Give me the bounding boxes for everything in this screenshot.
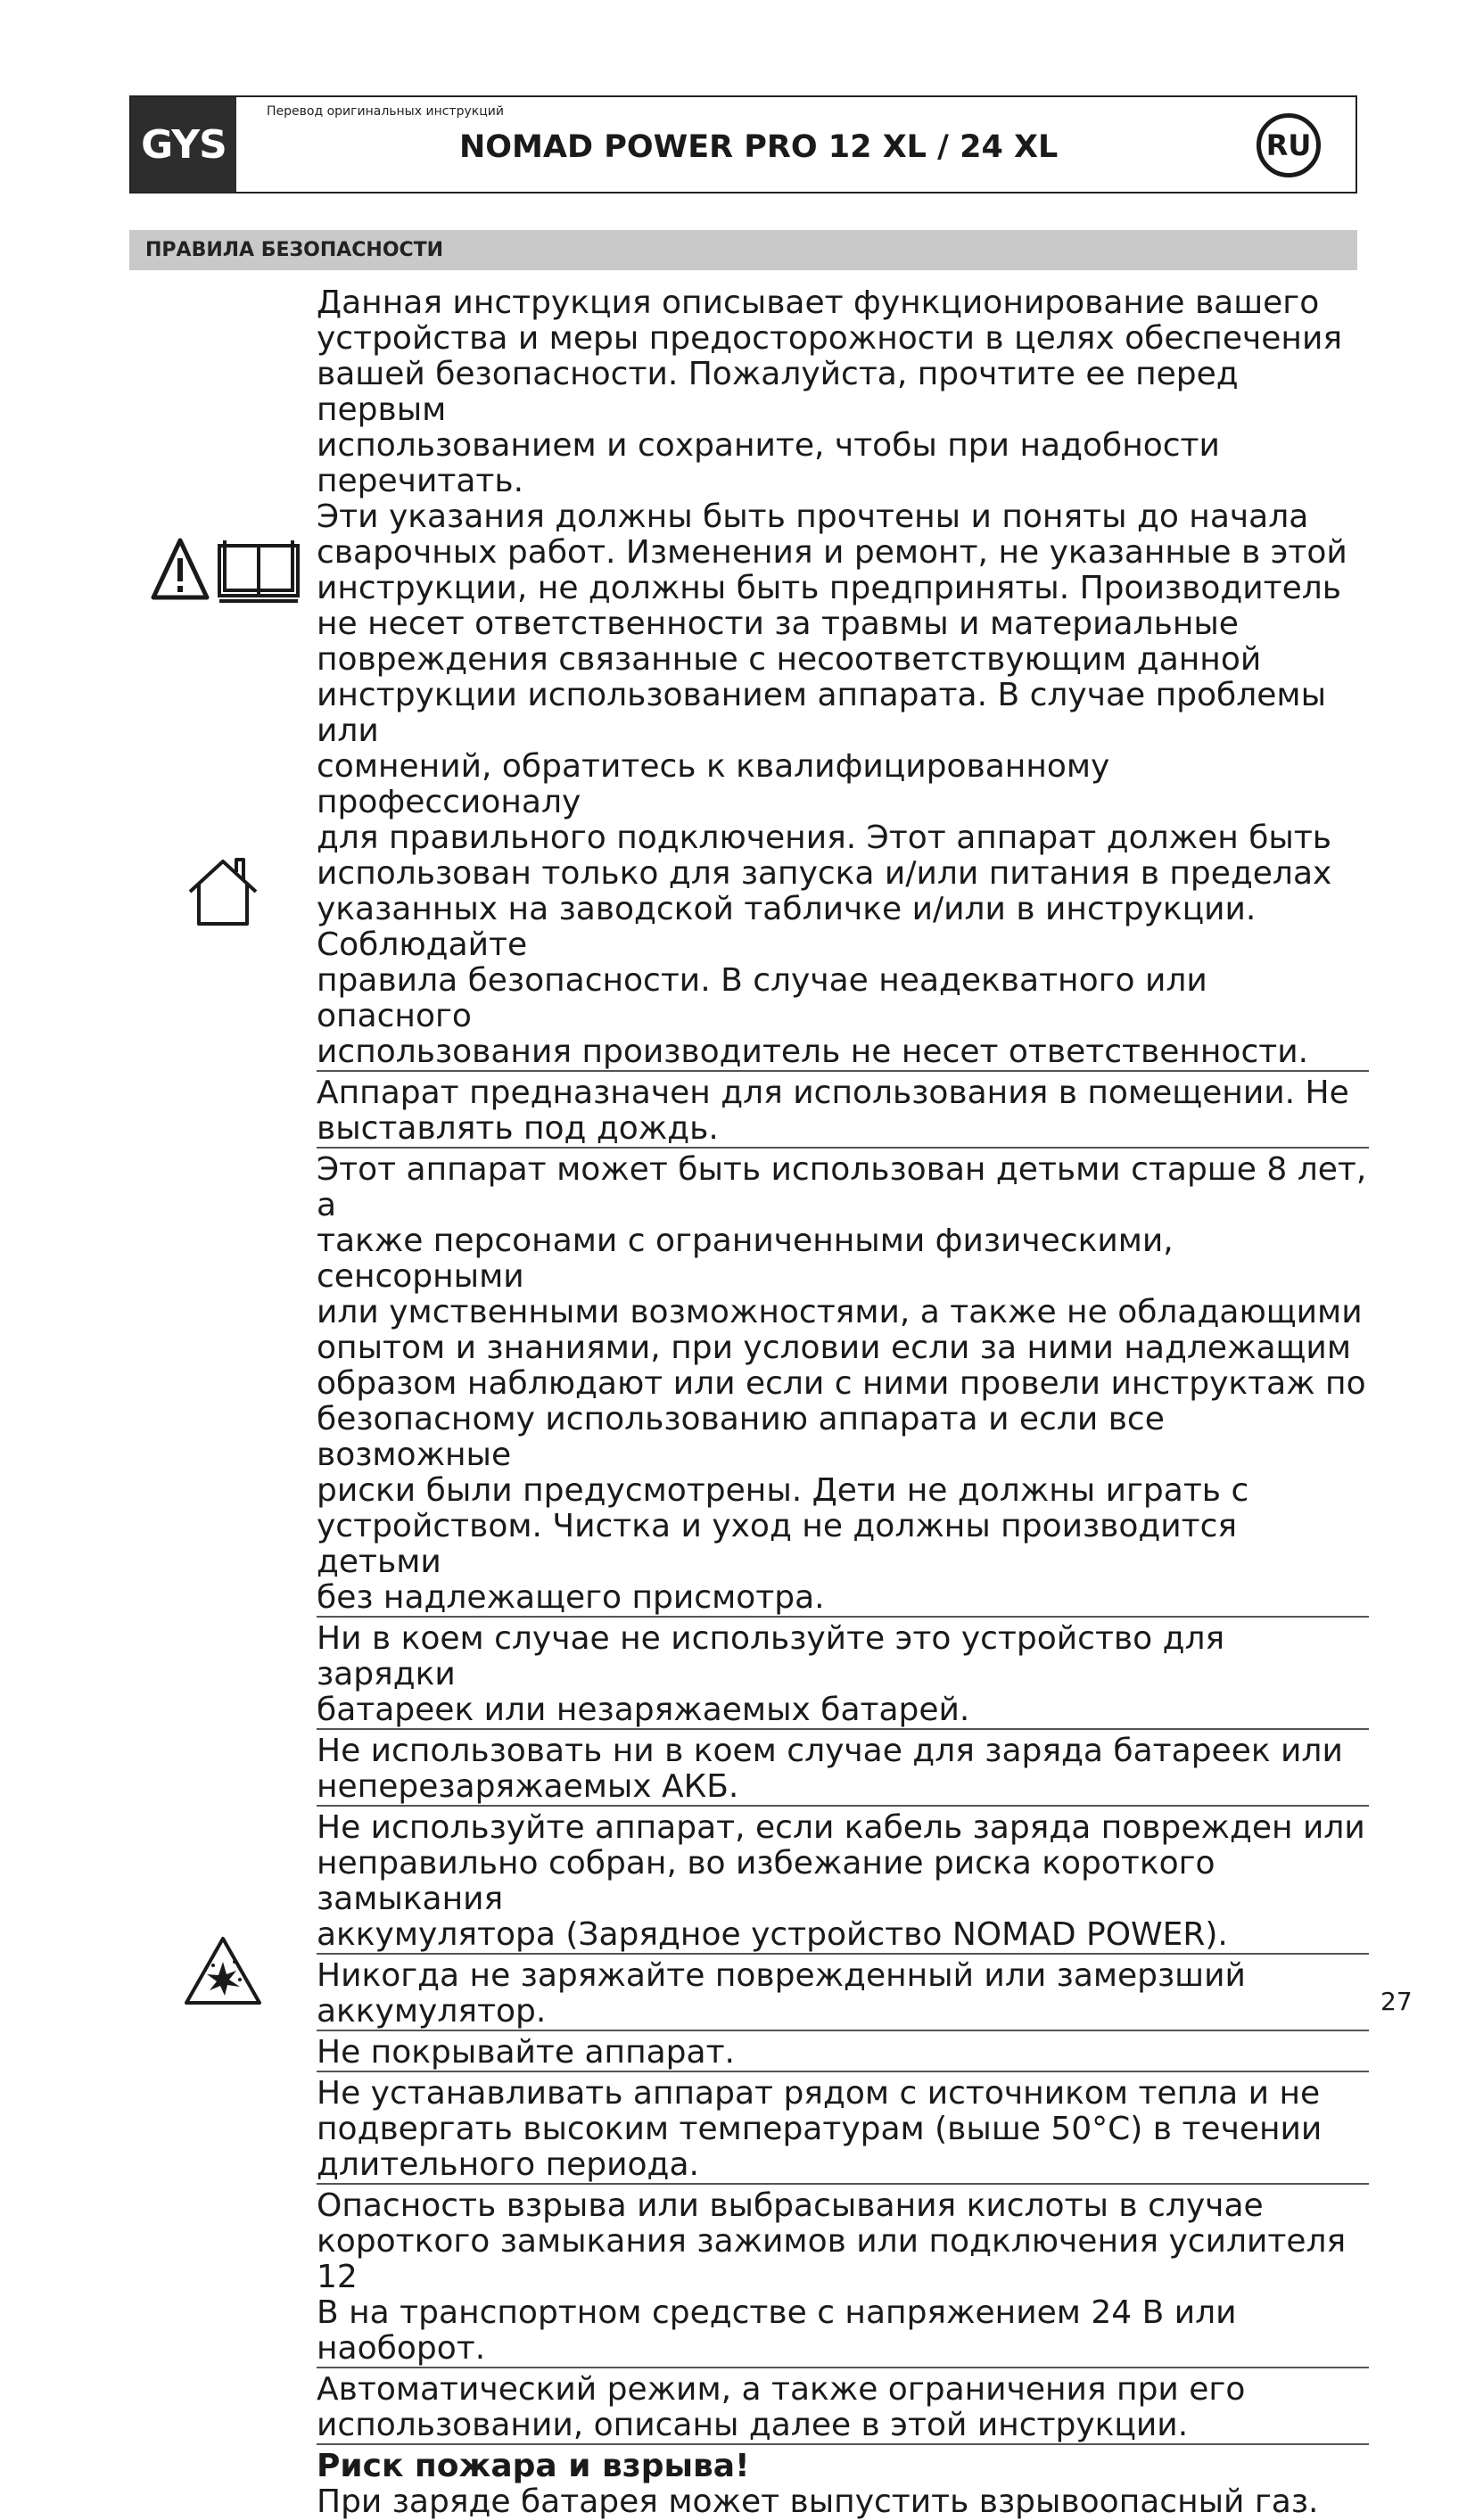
- logo-text: GYS: [141, 121, 227, 168]
- rule-text: Не используйте аппарат, если кабель заряда поврежден или неправильно собран, во избежание риска короткого замыкания аккумулятора (Зарядное устройство NOMAD POWER).: [317, 1809, 1365, 1953]
- rule-text: Ни в коем случае не используйте это устройство для зарядки батареек или незаряжаемых батарей.: [317, 1620, 1225, 1728]
- rule-row-9: [317, 2072, 1369, 2185]
- page-number: 27: [1380, 1987, 1413, 2016]
- rule-text: Аппарат предназначен для использования в помещении. Не выставлять под дождь.: [317, 1075, 1349, 1147]
- rule-text: Этот аппарат может быть использован детьми старше 8 лет, а также персонами с ограниченными физическими, сенсорными или умственными возможностями, а также не обладающими опытом и знаниями, при условии если за ними надлежащим образом наблюдают или если с ними провели инструктаж по безопасному использованию аппарата и если все возможные риски были предусмотрены. Дети не должны играть с устройством. Чистка и уход не должны производится детьми без надлежащего присмотра.: [317, 1151, 1367, 1616]
- rule-row-1: [317, 285, 1369, 1072]
- header-subtitle: Перевод оригинальных инструкций: [267, 104, 504, 119]
- document-title: NOMAD POWER PRO 12 XL / 24 XL: [459, 129, 1059, 165]
- rule-row-2: [317, 1072, 1369, 1149]
- rule-text: Данная инструкция описывает функционирование вашего устройства и меры предосторожности в целях обеспечения вашей безопасности. Пожалуйста, прочтите ее перед первым использованием и сохраните, чтобы при надобности перечитать. Эти указания должны быть прочтены и поняты до начала сварочных работ. Изменения и ремонт, не указанные в этой инструкции, не должны быть предприняты. Производитель не несет ответственности за травмы и материальные повреждения связанные с несоответствующим данной инструкции использованием аппарата. В случае проблемы или сомнений, обратитесь к квалифицированному профессионалу для правильного подключения. Этот аппарат должен быть использован только для запуска и/или питания в пределах указанных на заводской табличке и/или в инструкции. Соблюдайте правила безопасности. В случае неадекватного или опасного использования производитель не несет ответственности.: [317, 284, 1347, 1070]
- rule-row-5: [317, 1730, 1369, 1807]
- document-header: [129, 95, 1357, 194]
- rule-row-8: [317, 2031, 1369, 2072]
- explosion-warning-icon: [183, 1935, 263, 2006]
- rule-text: Никогда не заряжайте поврежденный или замерзший аккумулятор.: [317, 1957, 1246, 2030]
- fire-explosion-row: [317, 2445, 1369, 2520]
- rule-row-6: [317, 1807, 1369, 1955]
- rule-row-10: [317, 2185, 1369, 2368]
- rule-row-3: [317, 1149, 1369, 1618]
- language-badge: RU: [1257, 113, 1321, 177]
- rule-text: Не устанавливать аппарат рядом с источником тепла и не подвергать высоким температурам (выше 50°C) в течении длительного периода.: [317, 2075, 1323, 2183]
- rule-text: Автоматический режим, а также ограничения при его использовании, описаны далее в этой инструкции.: [317, 2371, 1246, 2443]
- rule-text: Не использовать ни в коем случае для заряда батареек или неперезаряжаемых АКБ.: [317, 1733, 1343, 1805]
- indoor-house-icon: [183, 856, 263, 927]
- fire-explosion-text: При заряде батарея может выпустить взрывоопасный газ.: [317, 2483, 1319, 2520]
- open-book-icon: [219, 540, 298, 601]
- gys-logo: [131, 97, 236, 192]
- safety-rules-list: [317, 285, 1369, 2520]
- rule-row-7: [317, 1955, 1369, 2031]
- fire-explosion-heading: Риск пожара и взрыва!: [317, 2448, 750, 2484]
- warning-triangle-icon: [153, 540, 207, 597]
- rule-text: Опасность взрыва или выбрасывания кислоты в случае короткого замыкания зажимов или подключения усилителя 12 В на транспортном средстве с напряжением 24 В или наоборот.: [317, 2187, 1347, 2367]
- warning-manual-icon: [150, 535, 301, 606]
- rule-text: Не покрывайте аппарат.: [317, 2034, 736, 2071]
- rule-row-11: [317, 2368, 1369, 2445]
- section-title: ПРАВИЛА БЕЗОПАСНОСТИ: [129, 230, 1357, 270]
- rule-row-4: [317, 1618, 1369, 1730]
